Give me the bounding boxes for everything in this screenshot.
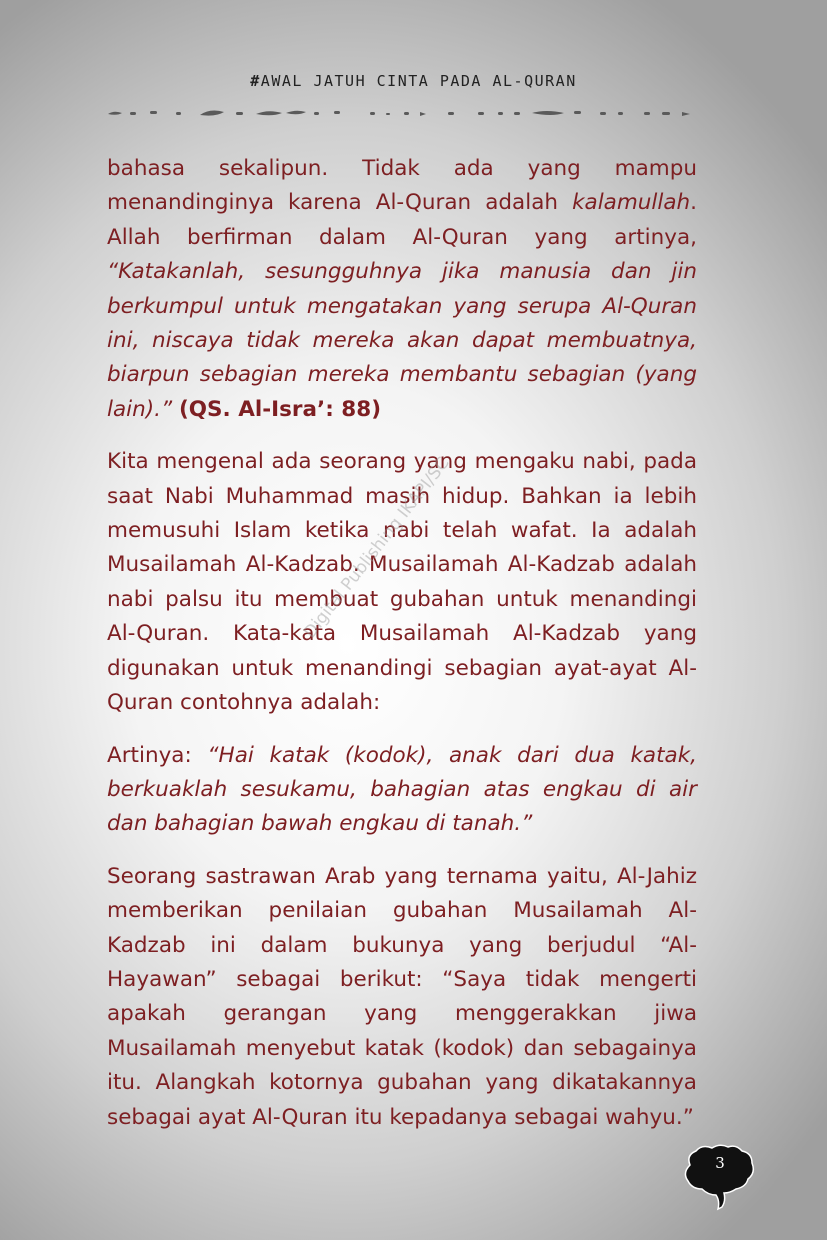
running-header <box>0 72 827 90</box>
p3-quote: “Hai katak (kodok), anak dari dua katak, berkuaklah sesukamu, bahagian atas engkau di air dan bahagian bawah engkau di tanah.” <box>107 742 697 837</box>
brush-divider <box>106 104 697 120</box>
p1-text-1: bahasa sekalipun. Tidak ada yang mampu menandinginya karena Al-Quran adalah <box>107 156 697 216</box>
p3-label: Artinya: <box>107 742 208 768</box>
paragraph-1 <box>107 152 697 427</box>
header-title: AWAL JATUH CINTA PADA AL-QURAN <box>260 72 577 90</box>
body-text <box>107 152 697 1153</box>
p1-text-3 <box>172 397 179 422</box>
p1-text-2: . Allah berfirman dalam Al-Quran yang artinya, <box>107 190 697 250</box>
paragraph-2: Kita mengenal ada seorang yang mengaku nabi, pada saat Nabi Muhammad masih hidup. Bahkan ia lebih memusuhi Islam ketika nabi telah wafat. Ia adalah Musailamah Al-Kadzab. Musailamah Al-Kadzab adalah nabi palsu itu membuat gubahan untuk menandingi Al-Quran. Kata-kata Musailamah Al-Kadzab yang digunakan untuk menandingi sebagian ayat-ayat Al-Quran contohnya adalah: <box>107 449 697 716</box>
watermark: Digital Publishing IKAPI/SC <box>300 453 454 643</box>
p1-quote: “Katakanlah, sesungguhnya jika manusia dan jin berkumpul untuk mengatakan yang serupa Al-Quran ini, niscaya tidak mereka akan dapat membuatnya, biarpun sebagian mereka membantu sebagian (yang lain).” <box>107 259 697 422</box>
paragraph-3 <box>107 739 697 842</box>
paragraph-4: Seorang sastrawan Arab yang ternama yaitu, Al-Jahiz memberikan penilaian gubahan Musailamah Al-Kadzab ini dalam bukunya yang berjudul “Al-Hayawan” sebagai berikut: “Saya tidak mengerti apakah gerangan yang menggerakkan jiwa Musailamah menyebut katak (kodok) dan sebagainya itu. Alangkah kotornya gubahan yang dikatakannya sebagai ayat Al-Quran itu kepadanya sebagai wahyu.” <box>107 863 697 1130</box>
page-number: 3 <box>715 1154 725 1172</box>
p1-italic-1: kalamullah <box>572 190 691 216</box>
p1-citation: (QS. Al-Isra’: 88) <box>178 396 382 422</box>
header-hash: # <box>250 72 261 90</box>
